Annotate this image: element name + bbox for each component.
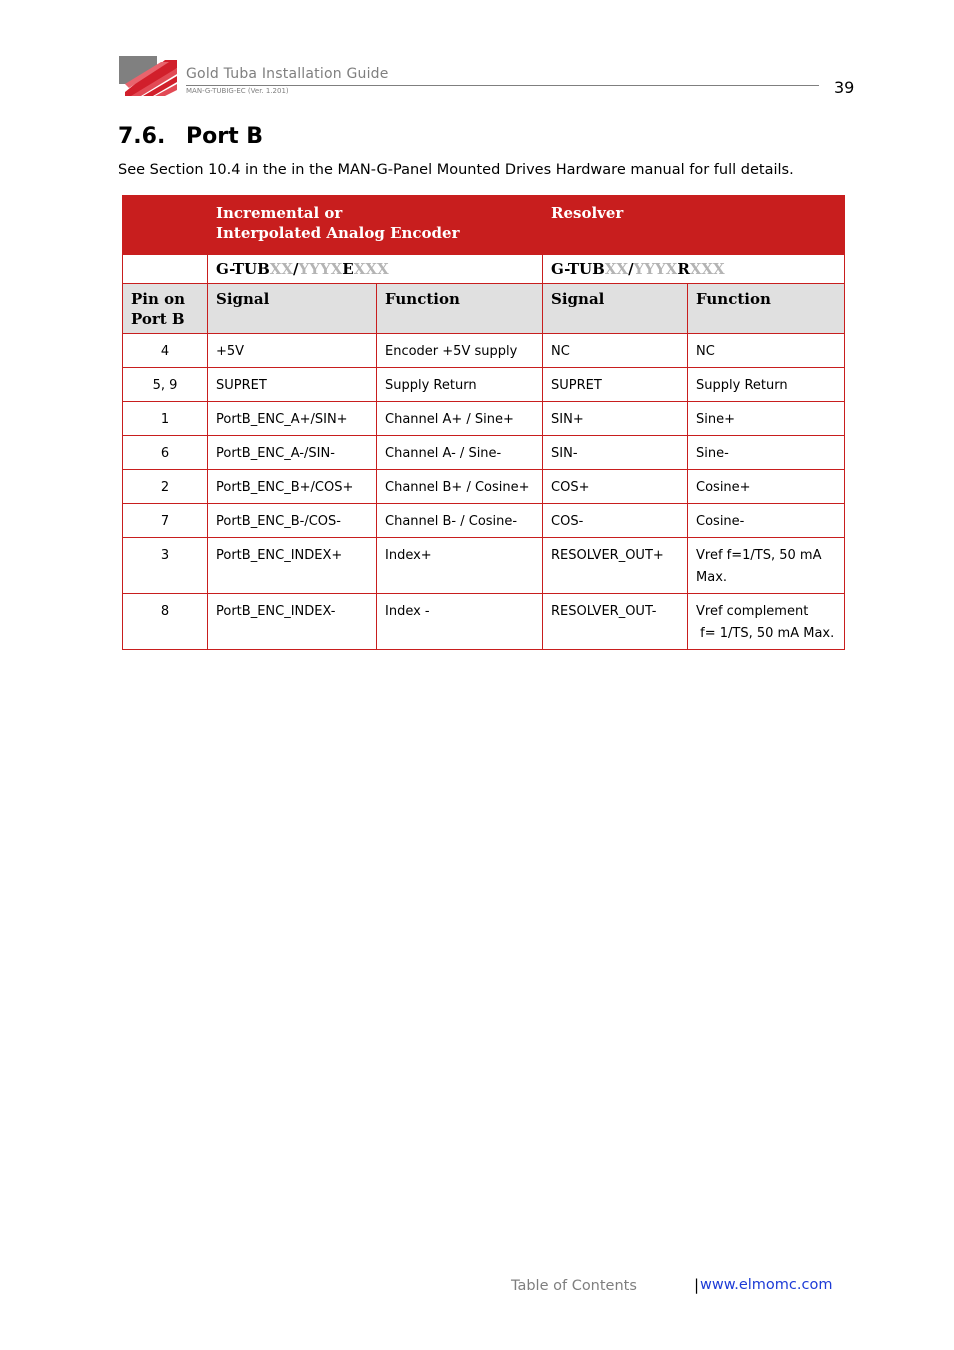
encoder-signal-cell: PortB_ENC_INDEX-	[208, 594, 377, 650]
encoder-signal-cell: PortB_ENC_A-/SIN-	[208, 436, 377, 470]
resolver-signal-cell: SIN-	[543, 436, 688, 470]
encoder-signal-cell: PortB_ENC_B-/COS-	[208, 504, 377, 538]
pin-cell: 5, 9	[123, 368, 208, 402]
header-rule	[186, 85, 819, 86]
group-header-empty	[123, 196, 208, 255]
resolver-signal-cell: COS+	[543, 470, 688, 504]
section-number: 7.6.	[118, 124, 166, 149]
resolver-function-cell: Sine-	[688, 436, 845, 470]
encoder-function-cell: Index -	[377, 594, 543, 650]
resolver-function-cell: Cosine-	[688, 504, 845, 538]
resolver-signal-cell: RESOLVER_OUT+	[543, 538, 688, 594]
table-of-contents-link[interactable]: Table of Contents	[511, 1278, 637, 1294]
model-row	[123, 255, 845, 284]
col-header-encoder-function: Function	[377, 284, 543, 334]
encoder-function-cell: Supply Return	[377, 368, 543, 402]
encoder-function-cell: Channel B+ / Cosine+	[377, 470, 543, 504]
encoder-function-cell: Channel A+ / Sine+	[377, 402, 543, 436]
model-row-empty	[123, 255, 208, 284]
col-header-resolver-signal: Signal	[543, 284, 688, 334]
resolver-signal-cell: RESOLVER_OUT-	[543, 594, 688, 650]
encoder-function-cell: Channel B- / Cosine-	[377, 504, 543, 538]
table-row	[123, 402, 845, 436]
col-header-encoder-signal: Signal	[208, 284, 377, 334]
section-title: Port B	[186, 124, 264, 149]
encoder-header-line1: Incremental or	[216, 204, 343, 222]
resolver-function-cell: Cosine+	[688, 470, 845, 504]
pin-cell: 2	[123, 470, 208, 504]
document-title: Gold Tuba Installation Guide	[186, 66, 389, 82]
column-header-row	[123, 284, 845, 334]
table-row	[123, 470, 845, 504]
encoder-signal-cell: PortB_ENC_A+/SIN+	[208, 402, 377, 436]
encoder-model-code: G-TUBXX/YYYXEXXX	[208, 255, 543, 284]
footer-separator: |	[694, 1276, 700, 1294]
website-link[interactable]: www.elmomc.com	[700, 1277, 833, 1293]
elmo-logo-icon	[117, 54, 179, 96]
encoder-function-cell: Index+	[377, 538, 543, 594]
group-header-row	[123, 196, 845, 255]
pin-cell: 7	[123, 504, 208, 538]
table-row	[123, 334, 845, 368]
port-b-pinout-table	[122, 195, 845, 650]
encoder-function-cell: Channel A- / Sine-	[377, 436, 543, 470]
resolver-function-cell: NC	[688, 334, 845, 368]
resolver-signal-cell: NC	[543, 334, 688, 368]
encoder-signal-cell: +5V	[208, 334, 377, 368]
pin-cell: 6	[123, 436, 208, 470]
table-row	[123, 594, 845, 650]
group-header-encoder	[208, 196, 543, 255]
encoder-function-cell: Encoder +5V supply	[377, 334, 543, 368]
resolver-function-cell: Vref complement f= 1/TS, 50 mA Max.	[688, 594, 845, 650]
table-row	[123, 368, 845, 402]
col-header-resolver-function: Function	[688, 284, 845, 334]
table-row	[123, 504, 845, 538]
encoder-signal-cell: PortB_ENC_INDEX+	[208, 538, 377, 594]
resolver-signal-cell: COS-	[543, 504, 688, 538]
table-row	[123, 538, 845, 594]
resolver-function-cell: Supply Return	[688, 368, 845, 402]
section-heading	[118, 124, 263, 149]
group-header-resolver: Resolver	[543, 196, 845, 255]
page-number: 39	[834, 78, 855, 97]
encoder-header-line2: Interpolated Analog Encoder	[216, 224, 460, 242]
pin-cell: 8	[123, 594, 208, 650]
pin-cell: 4	[123, 334, 208, 368]
resolver-signal-cell: SIN+	[543, 402, 688, 436]
resolver-signal-cell: SUPRET	[543, 368, 688, 402]
document-id: MAN-G-TUBIG-EC (Ver. 1.201)	[186, 87, 289, 95]
pin-cell: 1	[123, 402, 208, 436]
pin-cell: 3	[123, 538, 208, 594]
resolver-function-cell: Vref f=1/TS, 50 mA Max.	[688, 538, 845, 594]
resolver-model-code: G-TUBXX/YYYXRXXX	[543, 255, 845, 284]
col-header-pin: Pin on Port B	[123, 284, 208, 334]
intro-paragraph: See Section 10.4 in the in the MAN-G-Panel Mounted Drives Hardware manual for full details.	[118, 162, 794, 178]
resolver-function-cell: Sine+	[688, 402, 845, 436]
encoder-signal-cell: SUPRET	[208, 368, 377, 402]
encoder-signal-cell: PortB_ENC_B+/COS+	[208, 470, 377, 504]
table-row	[123, 436, 845, 470]
